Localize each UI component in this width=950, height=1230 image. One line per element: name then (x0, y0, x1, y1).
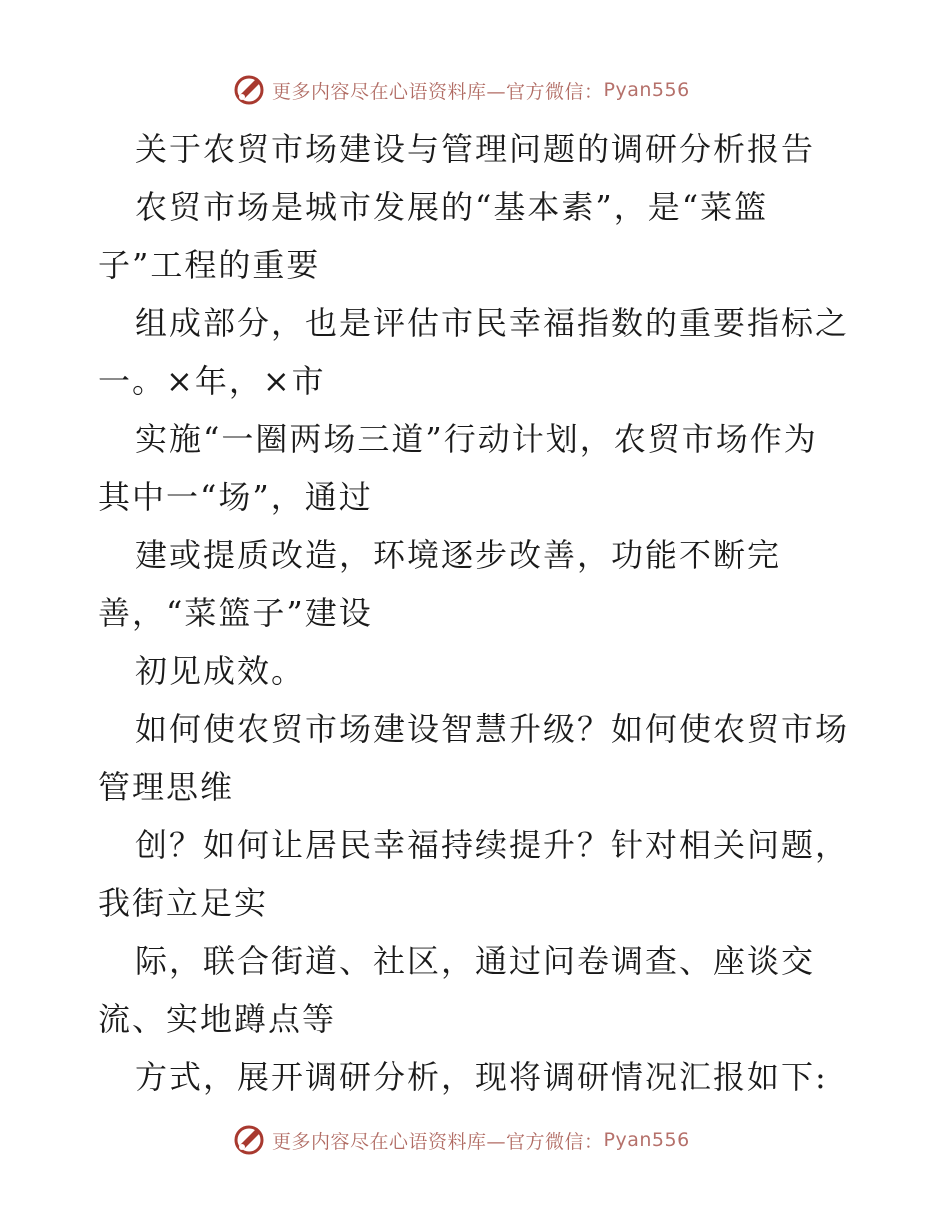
watermark-header (232, 72, 690, 108)
text-line: 如何使农贸市场建设智慧升级？如何使农贸市场 (135, 710, 850, 748)
text-line: 农贸市场是城市发展的“基本素”，是“菜篮 (135, 188, 769, 226)
text-line: 组成部分，也是评估市民幸福指数的重要指标之 (135, 304, 850, 342)
watermark-footer (232, 1122, 690, 1158)
watermark-text: 更多内容尽在心语资料库—官方微信： (272, 1130, 604, 1153)
watermark-wechat-id: Pyan556 (603, 79, 690, 101)
text-line: 其中一“场”，通过 (98, 478, 373, 516)
text-line: 创？如何让居民幸福持续提升？针对相关问题， (135, 826, 850, 864)
document-body (98, 120, 858, 1106)
watermark-text: 更多内容尽在心语资料库—官方微信： (272, 80, 604, 103)
text-line: 实施“一圈两场三道”行动计划，农贸市场作为 (135, 420, 818, 458)
text-line: 初见成效。 (135, 652, 306, 690)
text-line: 际，联合街道、社区，通过问卷调查、座谈交 (135, 942, 816, 980)
text-line: 建或提质改造，环境逐步改善，功能不断完 (135, 536, 782, 574)
text-line: 善，“菜篮子”建设 (98, 594, 373, 632)
text-line: 关于农贸市场建设与管理问题的调研分析报告 (135, 130, 816, 168)
text-line: 流、实地蹲点等 (98, 1000, 337, 1038)
text-line: 我街立足实 (98, 884, 269, 922)
text-line: 方式，展开调研分析，现将调研情况汇报如下: (135, 1058, 828, 1096)
text-line: 一。×年，×市 (98, 362, 326, 400)
watermark-wechat-id: Pyan556 (603, 1129, 690, 1151)
pen-logo-icon (232, 73, 266, 107)
text-line: 子”工程的重要 (98, 246, 321, 284)
text-line: 管理思维 (98, 768, 235, 806)
pen-logo-icon (232, 1123, 266, 1157)
